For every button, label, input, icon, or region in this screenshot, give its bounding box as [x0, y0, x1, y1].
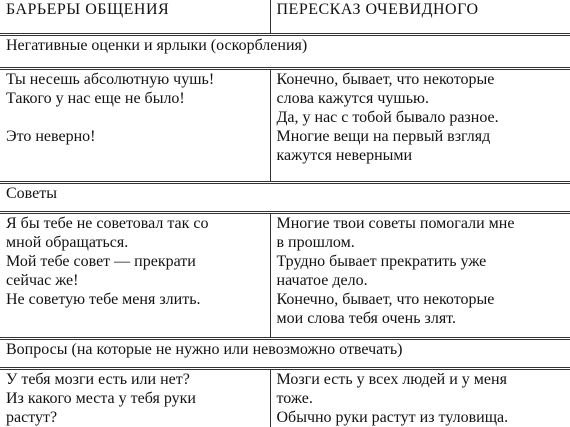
- retelling-line: мои слова тебя очень злят.: [276, 309, 456, 327]
- barrier-line: мной обращаться.: [6, 233, 129, 251]
- barrier-line: Из какого места у тебя руки: [6, 389, 196, 407]
- retelling-line: Да, у нас с тобой бывало разное.: [276, 108, 499, 126]
- barrier-cell-advice: [0, 212, 270, 338]
- barrier-line: У тебя мозги есть или нет?: [6, 370, 190, 388]
- barrier-line: Мой тебе совет — прекрати: [6, 252, 196, 270]
- section-content-row: [0, 212, 570, 338]
- retelling-line: кажутся неверными: [276, 146, 413, 164]
- barrier-line: Ты несешь абсолютную чушь!: [6, 70, 215, 88]
- barrier-line: Это неверно!: [6, 127, 96, 145]
- section-title-row: [0, 182, 570, 212]
- retelling-line: Мозги есть у всех людей и у меня: [276, 370, 507, 388]
- section-content-row: [0, 68, 570, 182]
- section-title-advice: Советы: [0, 182, 570, 212]
- retelling-cell-questions: [270, 368, 570, 427]
- retelling-cell-negative: [270, 68, 570, 182]
- retelling-line: начатое дело.: [276, 271, 368, 289]
- retelling-line: Конечно, бывает, что некоторые: [276, 70, 495, 88]
- retelling-line: Конечно, бывает, что некоторые: [276, 290, 495, 308]
- barrier-cell-questions: [0, 368, 270, 427]
- retelling-line: тоже.: [276, 389, 313, 407]
- barrier-line: сейчас же!: [6, 271, 79, 289]
- barrier-line: Не советую тебе меня злить.: [6, 290, 201, 308]
- section-title-questions: Вопросы (на которые не нужно или невозможно отвечать): [0, 338, 570, 368]
- line-gap: [6, 108, 264, 127]
- section-title-row: [0, 34, 570, 68]
- barrier-line: растут?: [6, 408, 58, 426]
- retelling-line: Многие твои советы помогали мне: [276, 214, 515, 232]
- header-barriers: БАРЬЕРЫ ОБЩЕНИЯ: [0, 0, 270, 34]
- retelling-line: Трудно бывает прекратить уже: [276, 252, 487, 270]
- barrier-line: Я бы тебе не советовал так со: [6, 214, 209, 232]
- retelling-cell-advice: [270, 212, 570, 338]
- retelling-line: слова кажутся чушью.: [276, 89, 429, 107]
- section-content-row: [0, 368, 570, 427]
- retelling-line: Обычно руки растут из туловища.: [276, 408, 509, 426]
- section-title-row: [0, 338, 570, 368]
- section-title-negative: Негативные оценки и ярлыки (оскорбления): [0, 34, 570, 68]
- retelling-line: в прошлом.: [276, 233, 355, 251]
- header-row: [0, 0, 570, 34]
- barrier-line: Такого у нас еще не было!: [6, 89, 185, 107]
- barrier-cell-negative: [0, 68, 270, 182]
- retelling-line: Многие вещи на первый взгляд: [276, 127, 491, 145]
- header-retelling: ПЕРЕСКАЗ ОЧЕВИДНОГО: [270, 0, 570, 34]
